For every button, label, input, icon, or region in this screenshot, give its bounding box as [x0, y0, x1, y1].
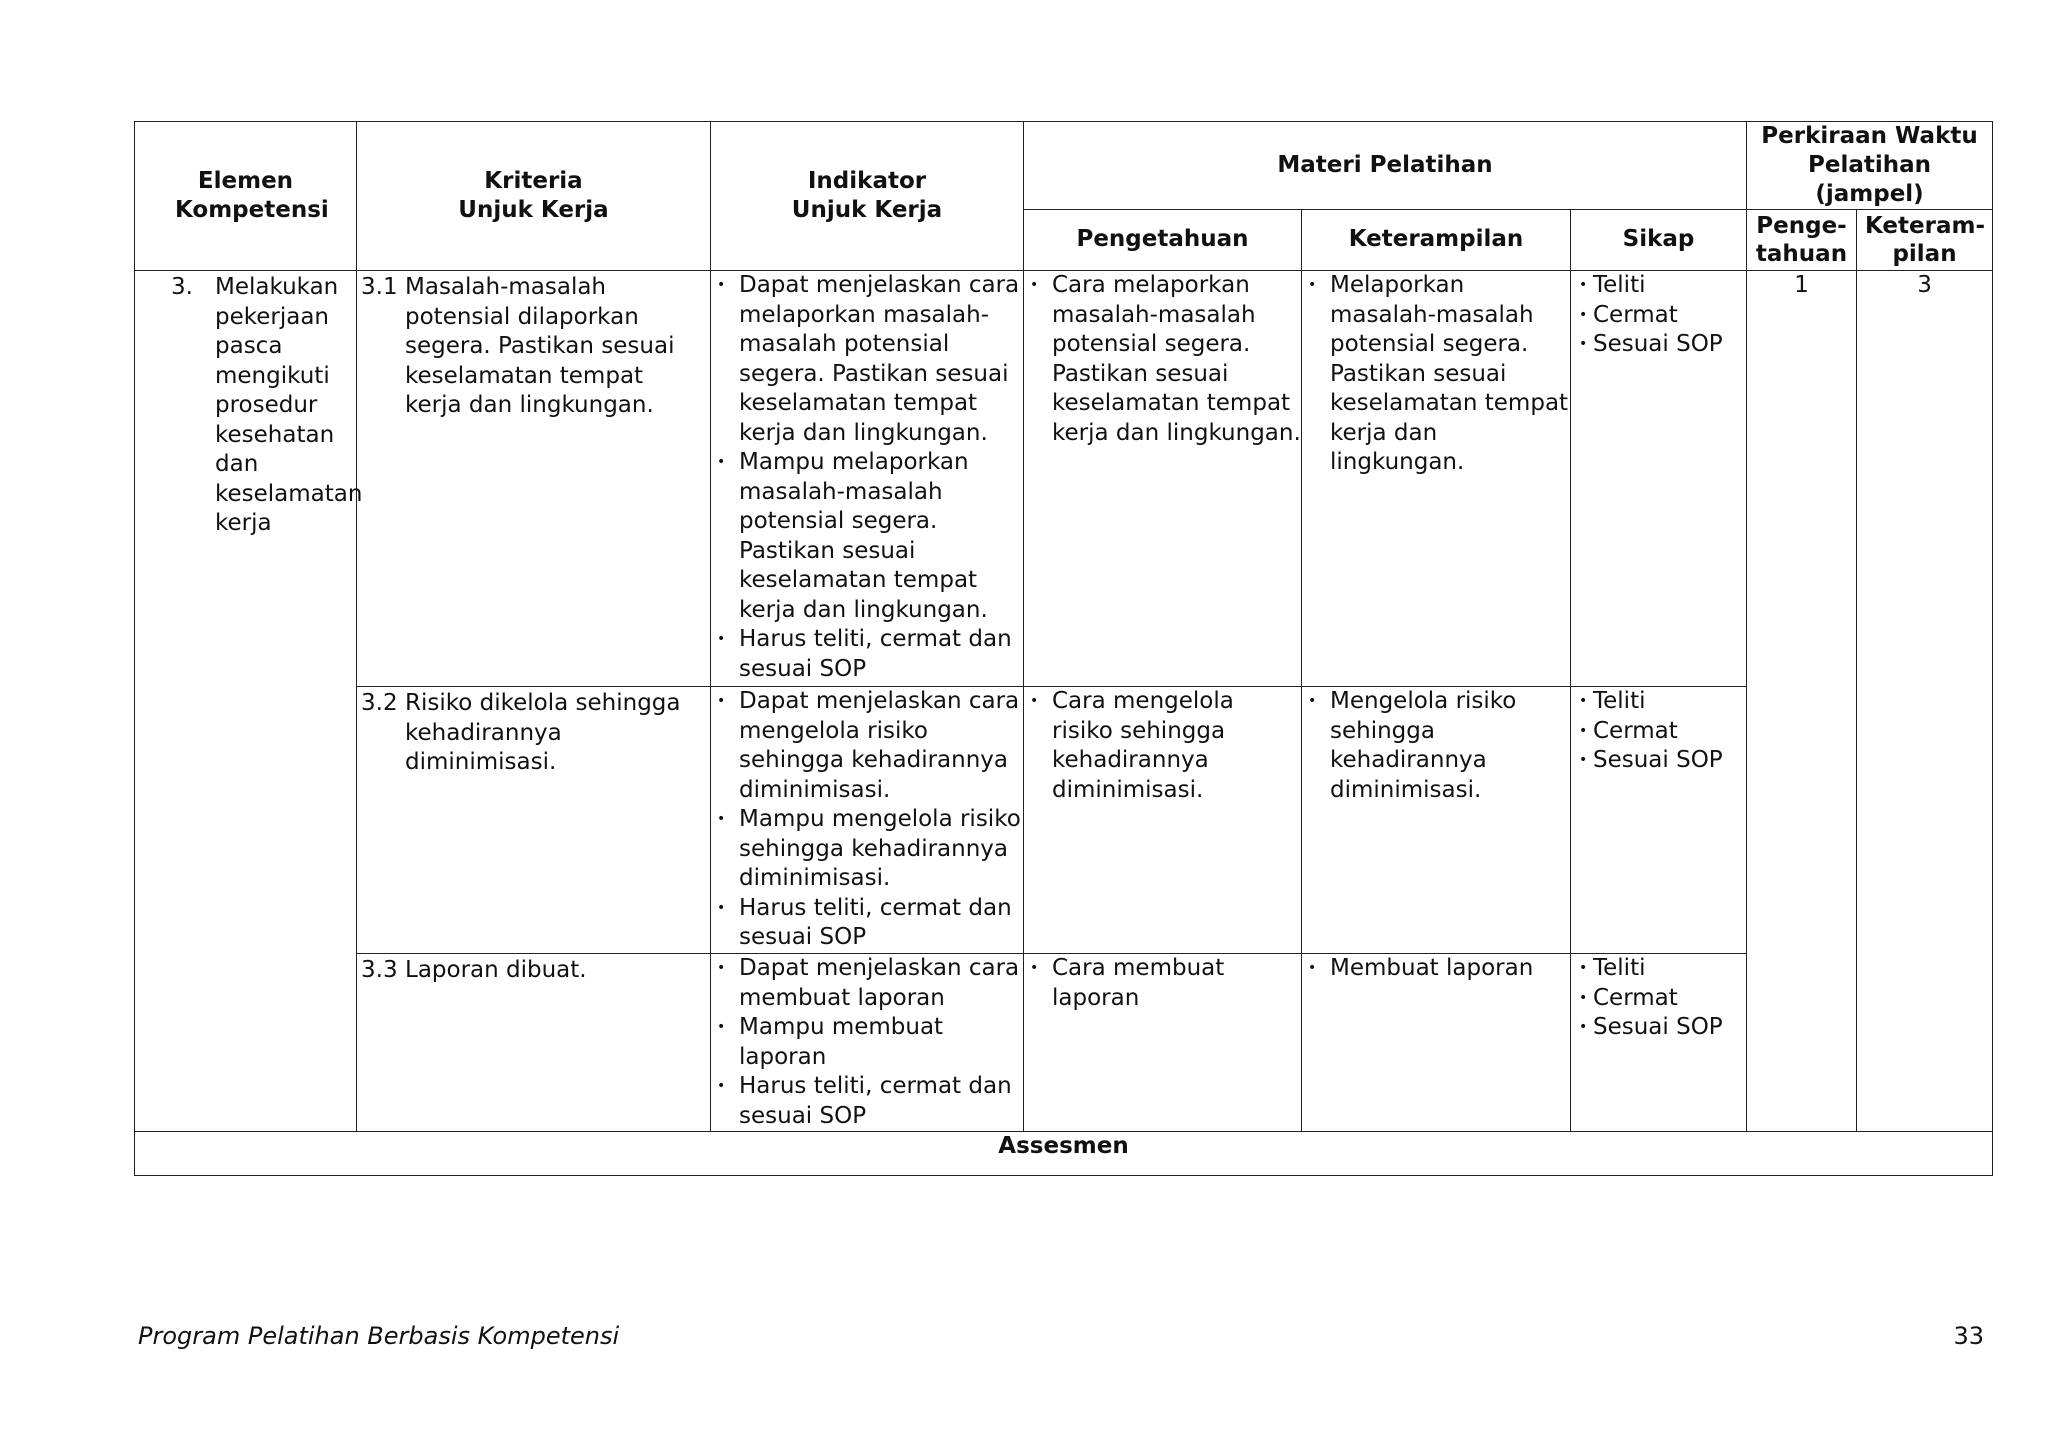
kuk-text: Laporan dibuat. — [405, 957, 587, 983]
table-row — [135, 954, 1993, 1132]
list-item: • Dapat menjelaskan cara melaporkan masalah-masalah potensial segera. Pastikan sesuai keselamatan tempat kerja dan lingkungan. — [715, 271, 1023, 448]
list-item: • Cara melaporkan masalah-masalah potensial segera. Pastikan sesuai keselamatan tempat kerja dan lingkungan. — [1028, 271, 1301, 448]
list-item: • Melaporkan masalah-masalah potensial segera. Pastikan sesuai keselamatan tempat kerja dan lingkungan. — [1306, 271, 1570, 478]
header-materi: Materi Pelatihan — [1024, 122, 1747, 210]
footer-title: Program Pelatihan Berbasis Kompetensi — [138, 1322, 620, 1350]
list-item: • Harus teliti, cermat dan sesuai SOP — [715, 894, 1023, 953]
header-sikap: Sikap — [1571, 210, 1747, 271]
list-item: • Teliti — [1575, 687, 1746, 717]
kuk-text: Risiko dikelola sehingga kehadirannya diminimisasi. — [405, 690, 681, 775]
list-item: • Dapat menjelaskan cara mengelola risiko sehingga kehadirannya diminimisasi. — [715, 687, 1023, 805]
list-item: • Mampu melaporkan masalah-masalah potensial segera. Pastikan sesuai keselamatan tempat kerja dan lingkungan. — [715, 448, 1023, 625]
kuk-text: Masalah-masalah potensial dilaporkan segera. Pastikan sesuai keselamatan tempat kerja dan lingkungan. — [405, 274, 675, 418]
keterampilan-cell — [1302, 271, 1571, 687]
kuk-number: 3.2 — [361, 690, 398, 716]
header-elemen: Elemen Kompetensi — [135, 122, 357, 271]
kuk-number: 3.1 — [361, 274, 398, 300]
header-perkiraan: Perkiraan Waktu Pelatihan (jampel) — [1747, 122, 1993, 210]
kuk-cell — [357, 271, 711, 687]
indikator-cell — [711, 271, 1024, 687]
table-row — [135, 687, 1993, 954]
header-keterampilan: Keterampilan — [1302, 210, 1571, 271]
list-item: • Harus teliti, cermat dan sesuai SOP — [715, 1072, 1023, 1131]
list-item: • Membuat laporan — [1306, 954, 1570, 984]
list-item: • Sesuai SOP — [1575, 330, 1746, 360]
pengetahuan-cell — [1024, 687, 1302, 954]
table-row — [135, 271, 1993, 687]
elemen-text: Melakukan pekerjaan pasca mengikuti prosedur kesehatan dan keselamatan kerja — [215, 274, 363, 536]
indikator-cell — [711, 954, 1024, 1132]
list-item: • Sesuai SOP — [1575, 1013, 1746, 1043]
list-item: • Cermat — [1575, 984, 1746, 1014]
header-kriteria: Kriteria Unjuk Kerja — [357, 122, 711, 271]
sikap-cell — [1571, 271, 1747, 687]
keterampilan-cell — [1302, 954, 1571, 1132]
list-item: • Cermat — [1575, 717, 1746, 747]
sikap-cell — [1571, 687, 1747, 954]
list-item: • Mampu mengelola risiko sehingga kehadirannya diminimisasi. — [715, 805, 1023, 894]
pengetahuan-cell — [1024, 271, 1302, 687]
list-item: • Mengelola risiko sehingga kehadirannya diminimisasi. — [1306, 687, 1570, 805]
header-pengetahuan: Pengetahuan — [1024, 210, 1302, 271]
list-item: • Cermat — [1575, 301, 1746, 331]
elemen-number: 3. — [171, 274, 193, 300]
list-item: • Harus teliti, cermat dan sesuai SOP — [715, 625, 1023, 684]
keterampilan-cell — [1302, 687, 1571, 954]
list-item: • Mampu membuat laporan — [715, 1013, 1023, 1072]
list-item: • Teliti — [1575, 954, 1746, 984]
header-indikator: Indikator Unjuk Kerja — [711, 122, 1024, 271]
competency-table — [134, 121, 1993, 1176]
waktu-pengetahuan: 1 — [1747, 271, 1857, 1132]
list-item: • Dapat menjelaskan cara membuat laporan — [715, 954, 1023, 1013]
pengetahuan-cell — [1024, 954, 1302, 1132]
list-item: • Cara mengelola risiko sehingga kehadirannya diminimisasi. — [1028, 687, 1301, 805]
elemen-cell — [135, 271, 363, 1132]
assesmen-row: Assesmen — [135, 1132, 1993, 1176]
list-item: • Cara membuat laporan — [1028, 954, 1301, 1013]
header-penge-tahuan: Penge-tahuan — [1747, 210, 1857, 271]
page-number: 33 — [1953, 1322, 1984, 1350]
waktu-keterampilan: 3 — [1857, 271, 1993, 1132]
list-item: • Teliti — [1575, 271, 1746, 301]
indikator-cell — [711, 687, 1024, 954]
kuk-cell — [357, 687, 711, 954]
kuk-cell — [357, 954, 711, 1132]
kuk-number: 3.3 — [361, 957, 398, 983]
header-keteram-pilan: Keteram-pilan — [1857, 210, 1993, 271]
sikap-cell — [1571, 954, 1747, 1132]
list-item: • Sesuai SOP — [1575, 746, 1746, 776]
